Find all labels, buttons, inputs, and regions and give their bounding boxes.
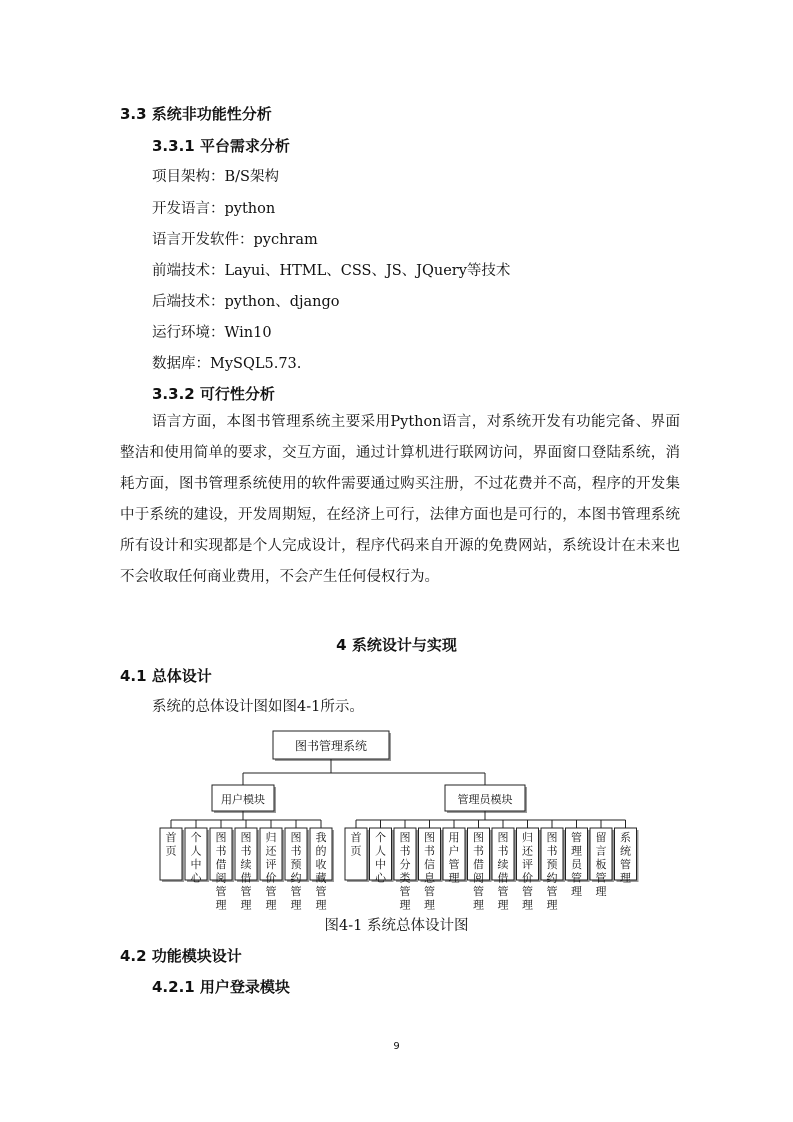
leaf-char: 理: [448, 871, 460, 885]
figure-caption: 图4-1 系统总体设计图: [324, 918, 469, 934]
leaf-char: 理: [546, 898, 558, 912]
leaf-char: 图: [240, 831, 252, 844]
platform-item: 后端技术：python、django: [152, 294, 340, 310]
leaf-char: 理: [595, 885, 607, 898]
admin-leaf-label: [351, 830, 362, 858]
leaf-char: 图: [497, 831, 509, 844]
platform-item: 开发语言：python: [152, 201, 276, 217]
admin-leaf-label: [547, 831, 558, 912]
leaf-char: 的: [315, 844, 327, 858]
leaf-char: 价: [522, 871, 533, 885]
admin-leaf-label: [424, 831, 436, 912]
leaf-char: 页: [350, 844, 362, 858]
leaf-char: 预: [546, 858, 558, 871]
leaf-char: 管: [240, 885, 252, 898]
leaf-char: 信: [424, 858, 435, 871]
leaf-char: 我: [315, 831, 327, 844]
leaf-char: 收: [315, 858, 327, 871]
leaf-char: 管: [497, 885, 509, 898]
leaf-char: 借: [473, 858, 484, 871]
leaf-char: 系: [620, 831, 631, 844]
leaf-char: 理: [240, 898, 252, 912]
feasibility-text: 语言方面，本图书管理系统主要采用Python语言，对系统开发有功能完备、界面整洁和使用简单的要求，交互方面，通过计算机进行联网访问，界面窗口登陆系统，消耗方面，图书管理系统使用的软件需要通过购买注册，不过花费并不高，程序的开发集中于系统的建设，开发周期短，在经济上可行，法律方面也是可行的，本图书管理系统所有设计和实现都是个人完成设计，程序代码来自开源的免费网站，系统设计在未来也不会收取任何商业费用，不会产生任何侵权行为。: [120, 414, 680, 585]
platform-item: 语言开发软件：pychram: [152, 232, 318, 248]
user-module-label: 用户模块: [221, 793, 265, 806]
leaf-char: 还: [265, 844, 277, 858]
leaf-char: 心: [190, 871, 202, 885]
leaf-char: 类: [399, 871, 411, 885]
leaf-char: 用: [448, 831, 460, 844]
leaf-char: 图: [546, 831, 558, 844]
leaf-char: 藏: [315, 871, 327, 885]
leaf-char: 评: [265, 858, 277, 871]
admin-leaf-label: [522, 830, 534, 912]
admin-leaf-label: [498, 831, 509, 912]
leaf-char: 管: [546, 885, 558, 898]
leaf-char: 人: [190, 844, 202, 858]
section-heading-4-2-1: 4.2.1 用户登录模块: [152, 978, 290, 996]
admin-module-label: 管理员模块: [457, 793, 513, 806]
leaf-char: 员: [571, 858, 582, 871]
platform-item: 数据库：MySQL5.73.: [152, 356, 302, 372]
platform-item: 前端技术：Layui、HTML、CSS、JS、JQuery等技术: [152, 263, 511, 279]
section-heading-4-2: 4.2 功能模块设计: [120, 947, 242, 965]
leaf-char: 书: [240, 844, 252, 858]
platform-item: 运行环境：Win10: [152, 325, 272, 341]
leaf-char: 图: [399, 831, 411, 844]
leaf-char: 首: [165, 831, 177, 844]
leaf-char: 板: [595, 858, 607, 871]
leaf-char: 分: [399, 858, 411, 871]
leaf-char: 理: [290, 898, 302, 912]
leaf-char: 中: [190, 858, 202, 871]
leaf-char: 管: [215, 885, 227, 898]
user-leaf-label: [291, 831, 302, 912]
leaf-char: 书: [497, 844, 509, 858]
leaf-char: 预: [290, 858, 302, 871]
feasibility-paragraph: [120, 407, 680, 593]
leaf-char: 书: [215, 844, 227, 858]
admin-leaf-label: [375, 831, 387, 885]
leaf-char: 阅: [473, 871, 484, 885]
leaf-char: 管: [571, 871, 582, 885]
section-heading-3-3-2: 3.3.2 可行性分析: [152, 385, 275, 403]
admin-leaf-label: [449, 831, 460, 885]
leaf-char: 理: [571, 844, 582, 858]
leaf-char: 中: [375, 858, 386, 871]
leaf-char: 价: [265, 871, 277, 885]
leaf-char: 心: [375, 871, 386, 885]
leaf-char: 理: [215, 898, 227, 912]
leaf-char: 续: [497, 858, 509, 871]
chapter-heading-4: 4 系统设计与实现: [336, 636, 457, 654]
page-number: 9: [393, 1041, 400, 1052]
leaf-char: 户: [448, 844, 460, 858]
leaf-char: 统: [620, 844, 631, 858]
leaf-char: 管: [424, 885, 435, 898]
leaf-char: 留: [595, 831, 607, 844]
leaf-char: 图: [290, 831, 302, 844]
leaf-char: 理: [315, 898, 327, 912]
leaf-char: 理: [620, 871, 631, 885]
leaf-char: 管: [399, 885, 411, 898]
admin-leaf-label: [596, 831, 607, 898]
leaf-char: 归: [265, 831, 277, 844]
leaf-char: 理: [522, 898, 533, 912]
admin-leaf-label: [571, 830, 583, 898]
user-leaf-label: [166, 830, 177, 858]
leaf-char: 管: [571, 831, 582, 844]
leaf-char: 借: [497, 871, 509, 885]
leaf-char: 约: [290, 871, 302, 885]
leaf-char: 个: [190, 831, 202, 844]
user-leaf-label: [316, 830, 327, 912]
leaf-char: 书: [399, 844, 411, 858]
leaf-char: 管: [522, 885, 533, 898]
leaf-char: 归: [522, 831, 533, 844]
leaf-char: 理: [571, 885, 582, 898]
leaf-char: 还: [522, 844, 533, 858]
leaf-char: 页: [165, 844, 177, 858]
leaf-char: 个: [375, 831, 386, 844]
root-node-label: 图书管理系统: [294, 739, 368, 753]
system-design-diagram: [0, 728, 793, 918]
leaf-char: 息: [424, 871, 435, 885]
leaf-char: 管: [473, 885, 484, 898]
section-heading-4-1: 4.1 总体设计: [120, 667, 212, 685]
user-leaf-label: [216, 831, 227, 912]
user-leaf-label: [191, 831, 203, 885]
leaf-char: 理: [424, 898, 435, 912]
leaf-char: 理: [399, 898, 411, 912]
user-leaf-label: [241, 831, 252, 912]
leaf-char: 首: [350, 831, 362, 844]
leaf-char: 图: [473, 831, 484, 844]
leaf-char: 人: [375, 844, 386, 858]
leaf-char: 借: [215, 858, 227, 871]
leaf-char: 图: [215, 831, 227, 844]
leaf-char: 续: [240, 858, 252, 871]
leaf-char: 借: [240, 871, 252, 885]
user-leaf-label: [266, 830, 278, 912]
leaf-char: 书: [546, 844, 558, 858]
leaf-char: 言: [595, 844, 607, 858]
admin-leaf-label: [400, 831, 411, 912]
leaf-char: 阅: [215, 871, 227, 885]
leaf-char: 管: [290, 885, 302, 898]
leaf-char: 理: [473, 898, 484, 912]
leaf-char: 理: [265, 898, 277, 912]
admin-leaf-label: [620, 830, 631, 885]
leaf-char: 管: [595, 871, 607, 885]
leaf-char: 管: [620, 858, 631, 871]
section-4-1-text: 系统的总体设计图如图4-1所示。: [152, 699, 364, 715]
section-heading-3-3: 3.3 系统非功能性分析: [120, 105, 272, 123]
leaf-char: 评: [522, 858, 533, 871]
leaf-char: 管: [448, 858, 460, 871]
leaf-char: 书: [424, 844, 435, 858]
leaf-char: 书: [290, 844, 302, 858]
leaf-char: 约: [546, 871, 558, 885]
leaf-char: 书: [473, 844, 484, 858]
section-heading-3-3-1: 3.3.1 平台需求分析: [152, 137, 290, 155]
platform-item: 项目架构：B/S架构: [152, 169, 279, 185]
leaf-char: 图: [424, 831, 435, 844]
leaf-char: 理: [497, 898, 509, 912]
leaf-char: 管: [265, 885, 277, 898]
leaf-char: 管: [315, 885, 327, 898]
admin-leaf-label: [473, 831, 484, 912]
